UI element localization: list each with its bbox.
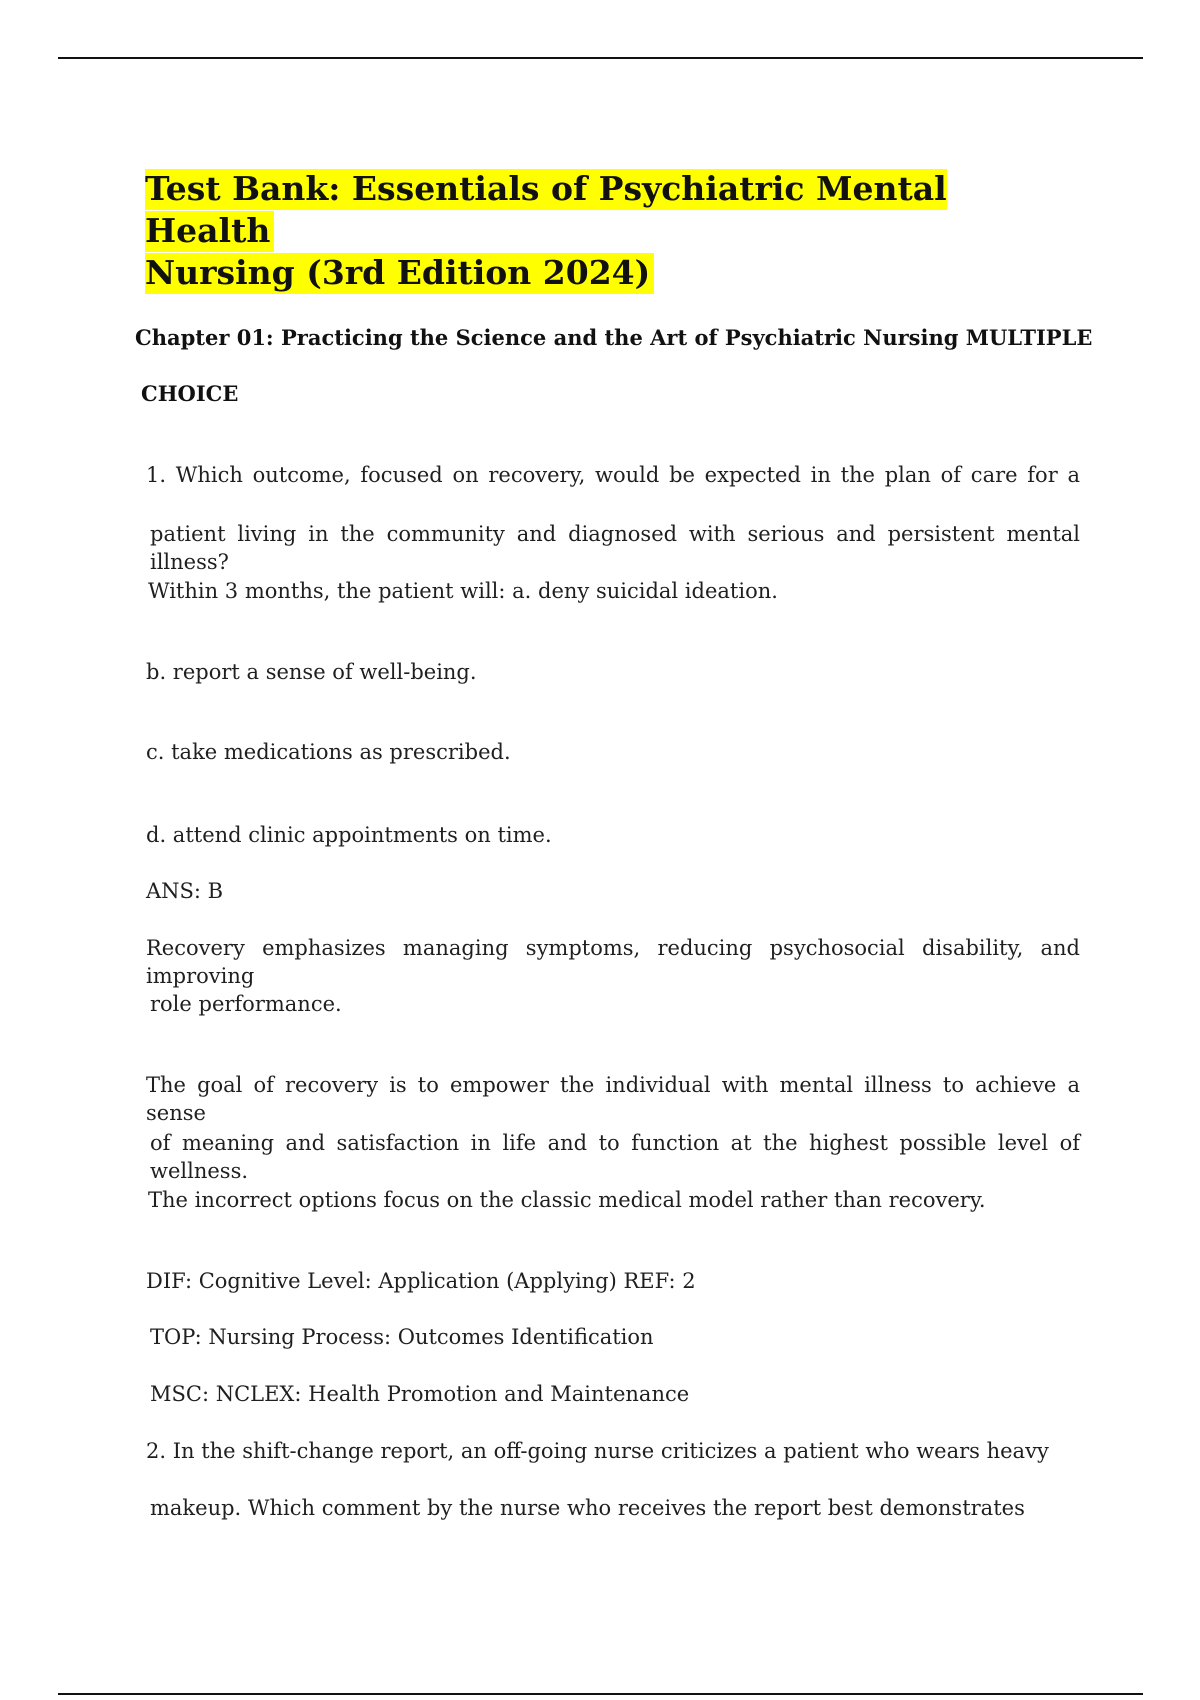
q1-option-c: c. take medications as prescribed.	[146, 740, 511, 764]
q1-rationale-1-line-2: role performance.	[150, 992, 342, 1016]
q1-stem-line-3: Within 3 months, the patient will: a. deny suicidal ideation.	[148, 579, 778, 603]
top-rule	[58, 57, 1143, 59]
q1-topic: TOP: Nursing Process: Outcomes Identification	[150, 1325, 654, 1349]
q1-answer: ANS: B	[146, 879, 224, 903]
title-line-2: Nursing (3rd Edition 2024)	[145, 253, 654, 294]
q2-stem-line-2: makeup. Which comment by the nurse who receives the report best demonstrates	[150, 1496, 1025, 1520]
bottom-rule	[58, 1693, 1143, 1695]
chapter-heading-line-1: Chapter 01: Practicing the Science and the Art of Psychiatric Nursing MULTIPLE	[135, 325, 1093, 350]
title-line-1: Test Bank: Essentials of Psychiatric Mental Health	[145, 169, 947, 250]
chapter-heading-line-2: CHOICE	[141, 381, 239, 406]
q1-option-d: d. attend clinic appointments on time.	[146, 823, 552, 847]
q1-option-b: b. report a sense of well-being.	[146, 660, 477, 684]
q1-dif: DIF: Cognitive Level: Application (Applying) REF: 2	[146, 1269, 696, 1293]
q2-stem-line-1: 2. In the shift-change report, an off-going nurse criticizes a patient who wears heavy	[146, 1439, 1049, 1463]
q1-msc: MSC: NCLEX: Health Promotion and Maintenance	[150, 1382, 690, 1406]
document-title	[145, 168, 1045, 294]
q1-stem-line-1: 1. Which outcome, focused on recovery, would be expected in the plan of care for a	[146, 463, 1080, 487]
q1-rationale-2-line-3: The incorrect options focus on the classic medical model rather than recovery.	[148, 1188, 986, 1212]
q1-stem-line-2: patient living in the community and diagnosed with serious and persistent mental illness?	[150, 522, 1080, 574]
q1-rationale-1-line-1: Recovery emphasizes managing symptoms, reducing psychosocial disability, and improving	[146, 936, 1080, 988]
q1-rationale-2-line-2: of meaning and satisfaction in life and to function at the highest possible level of wellness.	[150, 1131, 1080, 1183]
q1-rationale-2-line-1: The goal of recovery is to empower the individual with mental illness to achieve a sense	[146, 1073, 1080, 1125]
